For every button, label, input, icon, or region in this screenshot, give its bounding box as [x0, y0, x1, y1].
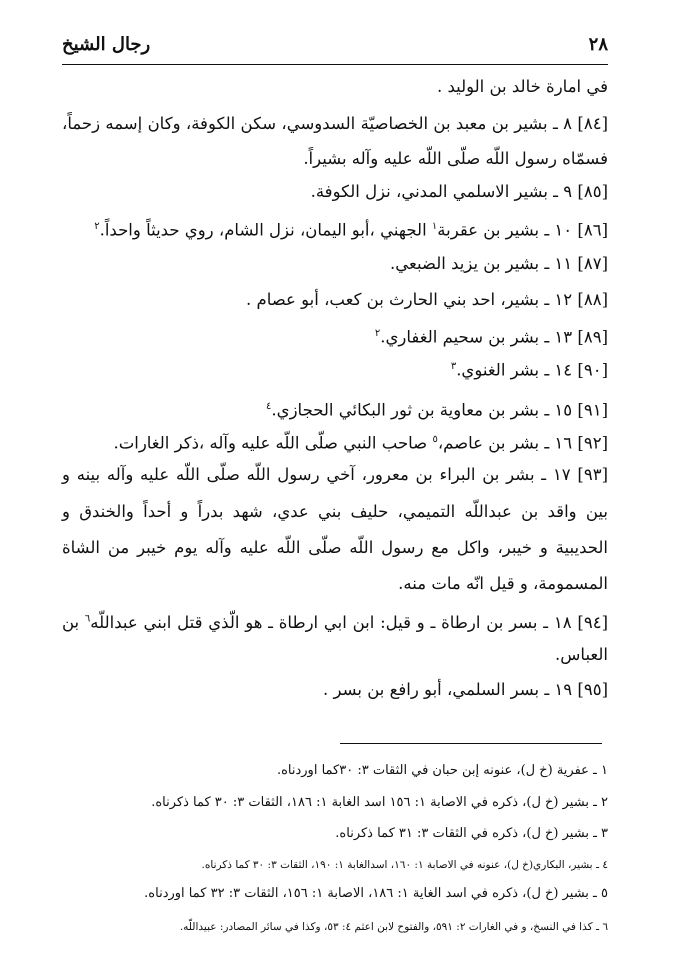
entry-89 — [375, 322, 608, 350]
entry-text: [٩٠] ١٤ ـ بشر الغنوي. — [456, 360, 608, 380]
entry-94 — [62, 607, 608, 635]
page-header — [62, 34, 608, 65]
entry-text: [٨٩] ١٣ ـ بشر بن سحيم الغفاري. — [380, 327, 608, 347]
text-line: المسمومة، و قيل انّه مات منه. — [398, 574, 608, 593]
text-line: [٩٣] ١٧ ـ بشر بن البراء بن معرور، آخي رسول اللّه صلّى اللّه عليه وآله بينه و — [62, 465, 609, 484]
entry-text: [٩٢] ١٦ ـ بشر بن عاصم، — [437, 433, 608, 453]
footnote-divider — [340, 743, 602, 744]
entry-91 — [266, 395, 608, 423]
footnote-ref-5: ٥ — [432, 434, 438, 445]
entry-text: صاحب النبي صلّى اللّه عليه وآله ،ذكر الغارات. — [113, 433, 428, 453]
entry-text: [٩١] ١٥ ـ بشر بن معاوية بن ثور البكائي الحجازي. — [271, 400, 608, 420]
entry-text: [٨٦] ١٠ ـ بشير بن عقربة — [437, 220, 608, 240]
text-line: بين واقد بن عبداللّه التميمي، حليف بني عدي، شهد بدراً و أحداً والخندق و — [62, 502, 608, 521]
footnote-3: ٣ ـ بشير (خ ل)، ذكره في الثقات ٣: ٣١ كما ذكرناه. — [335, 826, 608, 841]
text-line: فسمّاه رسول اللّه صلّى اللّه عليه وآله بشيراً. — [303, 149, 608, 168]
footnote-2: ٢ ـ بشير (خ ل)، ذكره في الاصابة ١: ١٥٦ اسد الغابة ١: ١٨٦، الثقات ٣: ٣٠ كما ذكرناه. — [151, 795, 608, 810]
text-line: في امارة خالد بن الوليد . — [436, 77, 608, 96]
text-line: [٩٥] ١٩ ـ بسر السلمي، أبو رافع بن بسر . — [323, 680, 608, 699]
text-line: [٨٤] ٨ ـ بشير بن معبد بن الخصاصيّة السدوسي، سكن الكوفة، وكان إسمه زحماً، — [62, 114, 608, 133]
text-line: العباس. — [555, 645, 608, 664]
footnote-6: ٦ ـ كذا في النسخ، و في الغارات ٢: ٥٩١، والفتوح لابن اعثم ٤: ٥٣، وكذا في سائر المصادر: عبيداللّه. — [179, 921, 608, 933]
entry-90 — [451, 355, 608, 383]
entry-86 — [94, 215, 608, 243]
footnote-ref-1: ١ — [431, 221, 438, 232]
footnote-ref-6: ٦ — [84, 613, 91, 624]
footnote-ref-2: ٢ — [94, 221, 100, 232]
page-number: ٢٨ — [588, 34, 608, 55]
entry-text — [85, 613, 608, 632]
footnote-ref-3: ٣ — [450, 361, 457, 372]
text-line: [٨٧] ١١ ـ بشير بن يزيد الضبعي. — [389, 254, 608, 273]
entry-92 — [113, 428, 608, 456]
entry-text: بن — [62, 612, 80, 632]
text-line: [٨٨] ١٢ ـ بشير، احد بني الحارث بن كعب، أبو عصام . — [246, 290, 608, 309]
entry-text: الجهني ،أبو اليمان، نزل الشام، روي حديثاً واحداً. — [99, 220, 427, 240]
entry-text-main: [٩٤] ١٨ ـ بسر بن ارطاة ـ و قيل: ابن ابي ارطاة ـ هو الّذي قتل ابني عبداللّه — [90, 612, 608, 632]
footnote-1: ١ ـ عفرية (خ ل)، عنونه إبن حبان في الثقات ٣: ٣٠كما اوردناه. — [276, 763, 608, 778]
footnote-4: ٤ ـ بشير، البكاري(خ ل)، عنونه في الاصابة ١: ١٦٠، اسدالغابة ١: ١٩٠، الثقات ٣: ٣٠ كما ذكرناه. — [201, 859, 608, 871]
footnote-ref-4: ٤ — [266, 401, 272, 412]
footnote-5: ٥ ـ بشير (خ ل)، ذكره في اسد الغاية ١: ١٨٦، الاصابة ١: ١٥٦، الثقات ٣: ٣٢ كما اوردناه. — [144, 886, 608, 901]
text-line: [٨٥] ٩ ـ بشير الاسلمي المدني، نزل الكوفة. — [310, 182, 608, 201]
footnote-ref-2: ٢ — [374, 328, 381, 339]
running-title: رجال الشيخ — [62, 34, 151, 55]
text-line: الحديبية و خيبر، واكل مع رسول اللّه صلّى اللّه عليه وآله يوم خيبر من الشاة — [62, 538, 608, 557]
